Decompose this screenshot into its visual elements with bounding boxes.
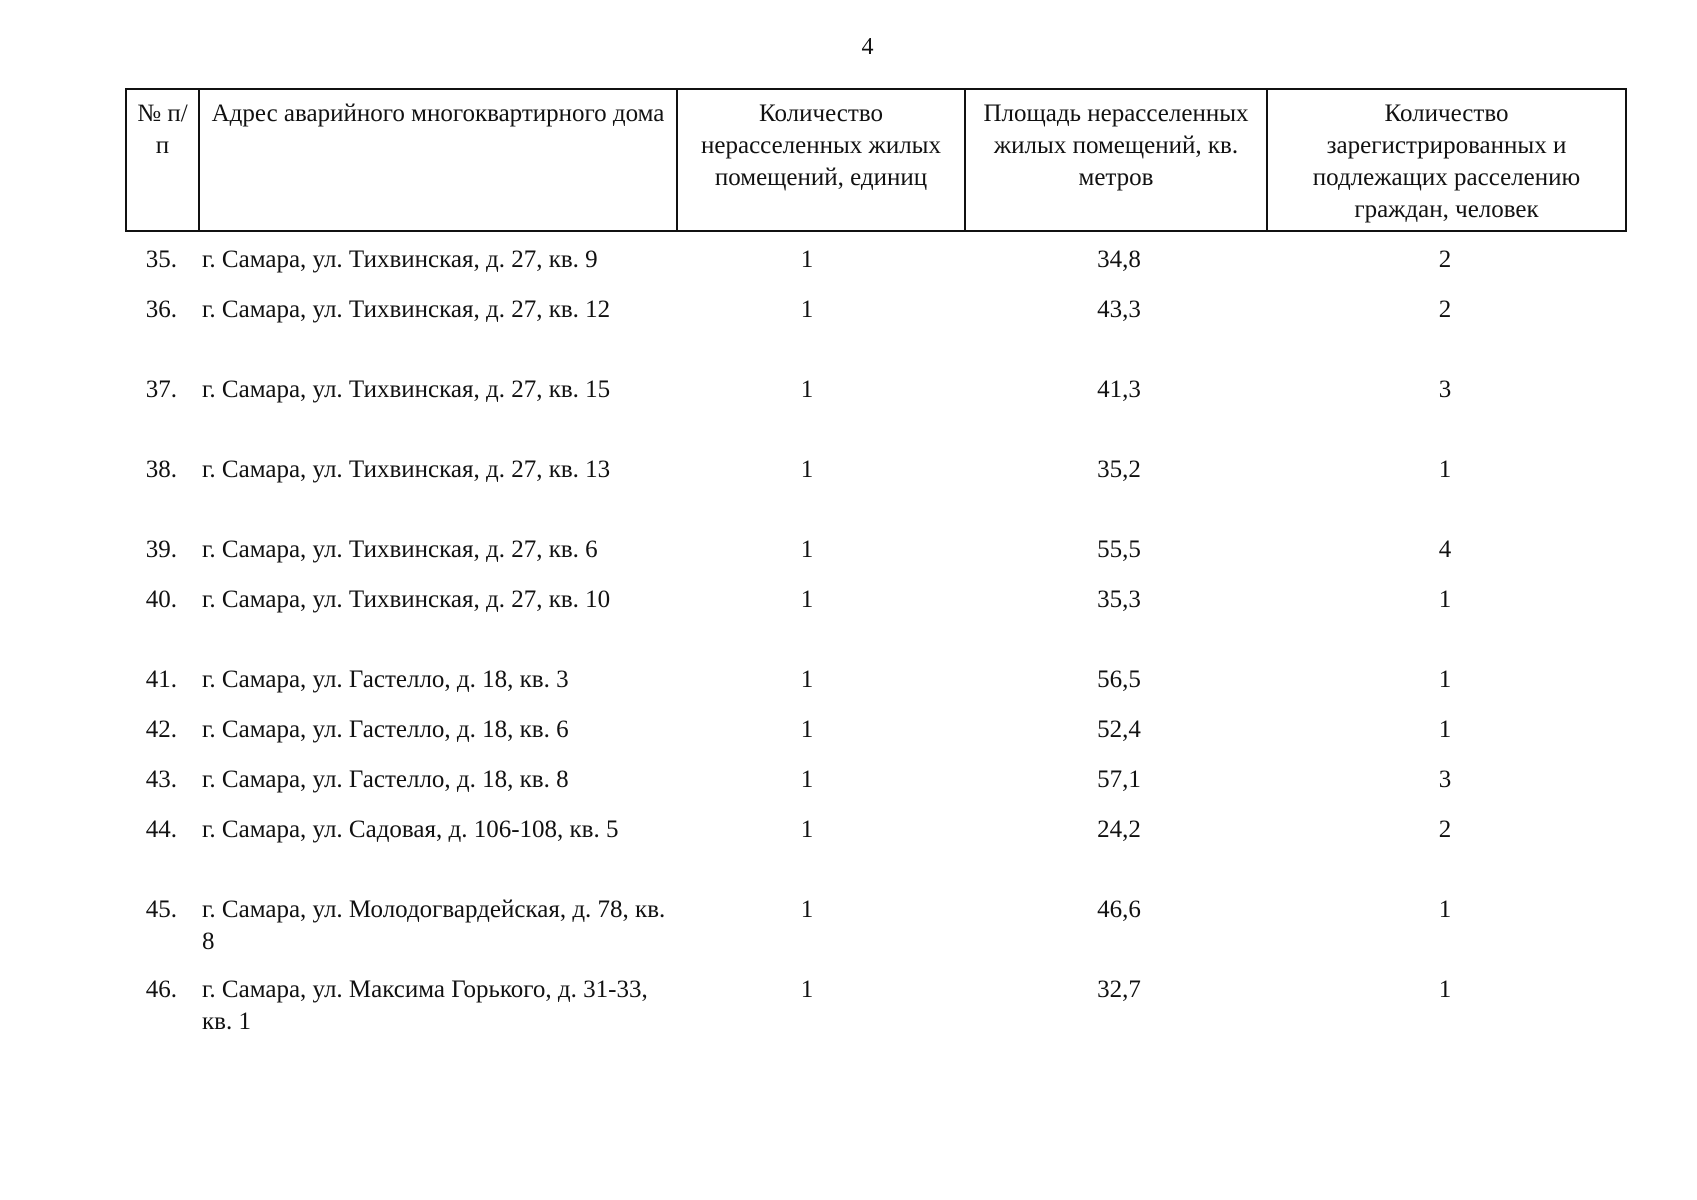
row-unit-count: 1 <box>800 766 814 793</box>
row-unit-count: 1 <box>800 586 814 613</box>
row-people: 1 <box>1438 456 1452 483</box>
row-address: г. Самара, ул. Тихвинская, д. 27, кв. 15 <box>202 376 611 403</box>
row-people: 1 <box>1438 716 1452 743</box>
row-number: 37. <box>145 376 177 403</box>
row-area: 35,3 <box>1097 586 1141 613</box>
row-unit-count: 1 <box>800 456 814 483</box>
row-address: г. Самара, ул. Садовая, д. 106-108, кв. 5 <box>202 816 619 843</box>
row-people: 1 <box>1438 896 1452 923</box>
row-number: 40. <box>145 586 177 613</box>
row-area: 55,5 <box>1097 536 1141 563</box>
row-address: г. Самара, ул. Гастелло, д. 18, кв. 3 <box>202 666 569 693</box>
row-number: 42. <box>145 716 177 743</box>
row-address: г. Самара, ул. Тихвинская, д. 27, кв. 12 <box>202 296 611 323</box>
row-number: 43. <box>145 766 177 793</box>
row-address: г. Самара, ул. Гастелло, д. 18, кв. 8 <box>202 766 569 793</box>
row-unit-count: 1 <box>800 536 814 563</box>
row-people: 2 <box>1438 296 1452 323</box>
table-row <box>125 764 1625 814</box>
row-people: 3 <box>1438 376 1452 403</box>
row-number: 45. <box>145 896 177 923</box>
row-unit-count: 1 <box>800 376 814 403</box>
row-unit-count: 1 <box>800 666 814 693</box>
row-unit-count: 1 <box>800 816 814 843</box>
header-people: Количество зарегистрированных и подлежащих расселению граждан, человек <box>1267 89 1626 231</box>
table-row <box>125 244 1625 294</box>
header-area: Площадь нерасселенных жилых помещений, кв. метров <box>965 89 1267 231</box>
row-number: 35. <box>145 246 177 273</box>
row-unit-count: 1 <box>800 246 814 273</box>
row-people: 1 <box>1438 586 1452 613</box>
table-row <box>125 974 1625 1054</box>
row-area: 46,6 <box>1097 896 1141 923</box>
row-people: 4 <box>1438 536 1452 563</box>
row-area: 56,5 <box>1097 666 1141 693</box>
row-address: г. Самара, ул. Тихвинская, д. 27, кв. 13 <box>202 456 611 483</box>
table-row <box>125 714 1625 764</box>
row-people: 3 <box>1438 766 1452 793</box>
table-row <box>125 584 1625 664</box>
row-address: г. Самара, ул. Гастелло, д. 18, кв. 6 <box>202 716 569 743</box>
row-area: 52,4 <box>1097 716 1141 743</box>
row-area: 35,2 <box>1097 456 1141 483</box>
row-unit-count: 1 <box>800 976 814 1003</box>
row-area: 24,2 <box>1097 816 1141 843</box>
row-people: 1 <box>1438 666 1452 693</box>
row-area: 41,3 <box>1097 376 1141 403</box>
row-number: 41. <box>145 666 177 693</box>
row-address: г. Самара, ул. Тихвинская, д. 27, кв. 6 <box>202 536 598 563</box>
row-address: г. Самара, ул. Максима Горького, д. 31-33, кв. 1 <box>202 976 648 1035</box>
row-unit-count: 1 <box>800 716 814 743</box>
table-row <box>125 294 1625 374</box>
row-area: 34,8 <box>1097 246 1141 273</box>
header-address: Адрес аварийного многоквартирного дома <box>199 89 677 231</box>
row-people: 2 <box>1438 816 1452 843</box>
row-people: 1 <box>1438 976 1452 1003</box>
table-row <box>125 664 1625 714</box>
table-body <box>125 244 1625 1054</box>
row-address: г. Самара, ул. Тихвинская, д. 27, кв. 9 <box>202 246 598 273</box>
header-unit-count: Количество нерасселенных жилых помещений, единиц <box>677 89 965 231</box>
row-people: 2 <box>1438 246 1452 273</box>
row-number: 39. <box>145 536 177 563</box>
table-header <box>125 88 1627 232</box>
row-unit-count: 1 <box>800 296 814 323</box>
table-row <box>125 894 1625 974</box>
row-number: 38. <box>145 456 177 483</box>
row-number: 46. <box>145 976 177 1003</box>
row-address: г. Самара, ул. Молодогвардейская, д. 78, кв. 8 <box>202 896 666 955</box>
table-row <box>125 374 1625 454</box>
row-area: 43,3 <box>1097 296 1141 323</box>
header-number: № п/п <box>126 89 199 231</box>
row-unit-count: 1 <box>800 896 814 923</box>
row-area: 57,1 <box>1097 766 1141 793</box>
table-row <box>125 454 1625 534</box>
row-number: 36. <box>145 296 177 323</box>
row-address: г. Самара, ул. Тихвинская, д. 27, кв. 10 <box>202 586 611 613</box>
page-number: 4 <box>861 34 874 60</box>
row-area: 32,7 <box>1097 976 1141 1003</box>
row-number: 44. <box>145 816 177 843</box>
table-row <box>125 814 1625 894</box>
table-row <box>125 534 1625 584</box>
